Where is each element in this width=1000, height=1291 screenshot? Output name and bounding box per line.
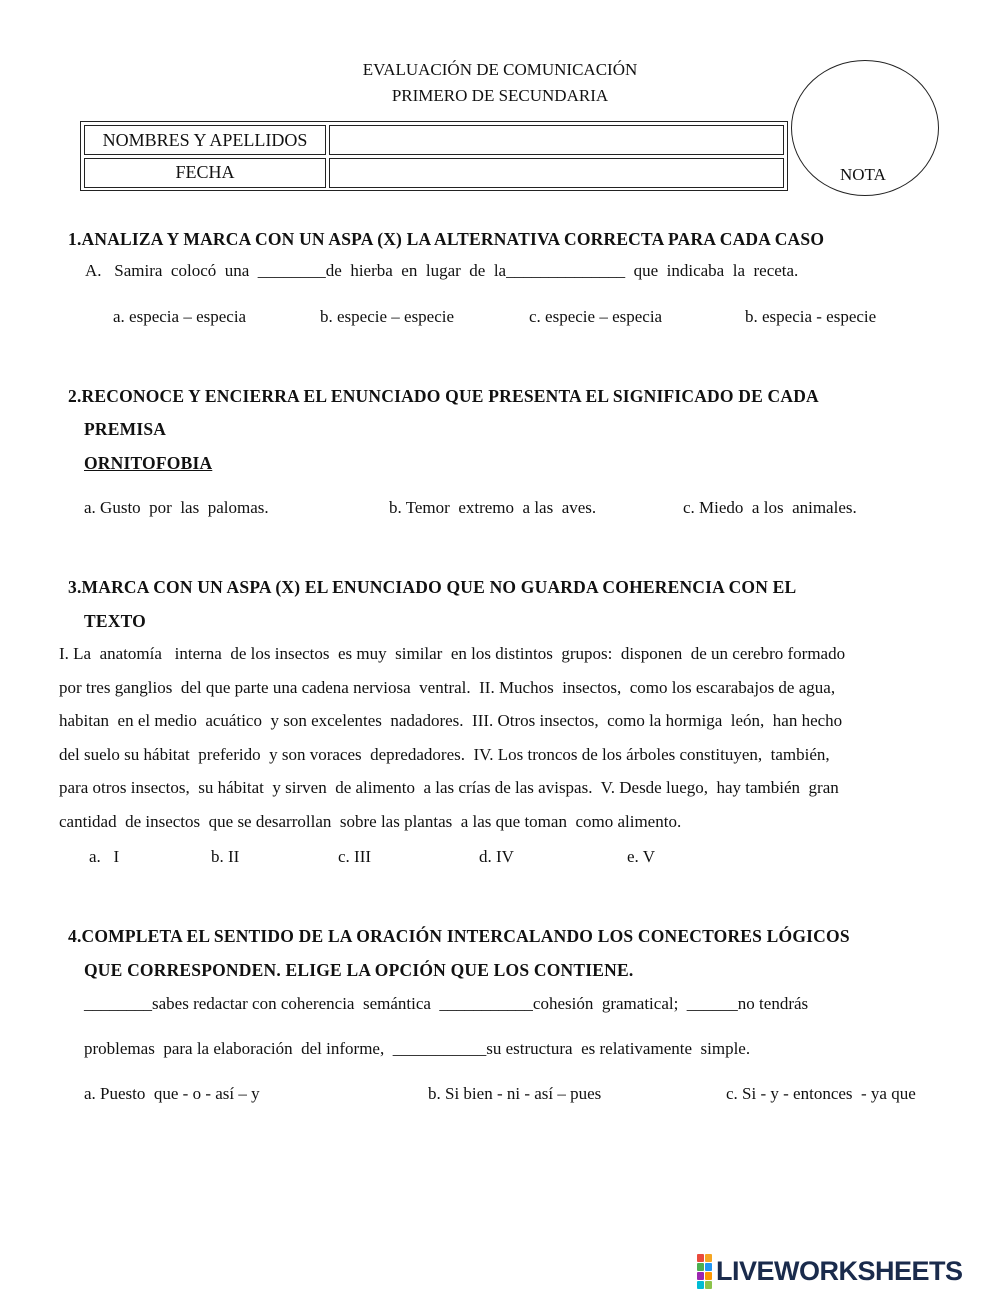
date-field[interactable] <box>329 158 784 188</box>
q3-heading: 3.MARCA CON UN ASPA (X) EL ENUNCIADO QUE NO GUARDA COHERENCIA CON EL <box>68 577 797 597</box>
q3-option-d[interactable]: d. IV <box>479 847 514 866</box>
q1-option-d[interactable]: b. especia - especie <box>745 307 877 326</box>
q4-option-b[interactable]: b. Si bien - ni - así – pues <box>428 1084 602 1103</box>
q3-option-c[interactable]: c. III <box>338 847 372 866</box>
q1-option-c[interactable]: c. especie – especia <box>529 307 663 326</box>
q1-option-a[interactable]: a. especia – especia <box>113 307 247 326</box>
logo-mark-tile <box>697 1281 704 1289</box>
q3-heading-cont: TEXTO <box>84 611 146 631</box>
q4-option-c[interactable]: c. Si - y - entonces - ya que <box>726 1084 916 1103</box>
logo-mark-icon <box>697 1254 712 1289</box>
q4-sentence-line2: problemas para la elaboración del informe, ___________su estructura es relativamente simple. <box>84 1039 751 1058</box>
logo-text: LIVEWORKSHEETS <box>716 1256 963 1286</box>
q3-passage-line: cantidad de insectos que se desarrollan sobre las plantas a las que toman como alimento. <box>59 811 682 831</box>
logo-mark-tile <box>705 1263 712 1271</box>
grade-label: NOTA <box>840 165 886 184</box>
q4-heading-cont: QUE CORRESPONDEN. ELIGE LA OPCIÓN QUE LOS CONTIENE. <box>84 960 634 980</box>
q3-option-e[interactable]: e. V <box>627 847 656 866</box>
q4-heading: 4.COMPLETA EL SENTIDO DE LA ORACIÓN INTERCALANDO LOS CONECTORES LÓGICOS <box>68 926 850 946</box>
logo-mark-tile <box>705 1254 712 1262</box>
q2-heading: 2.RECONOCE Y ENCIERRA EL ENUNCIADO QUE PRESENTA EL SIGNIFICADO DE CADA <box>68 386 819 406</box>
q3-passage-line: I. La anatomía interna de los insectos es muy similar en los distintos grupos: disponen de un cerebro formado <box>59 644 846 663</box>
logo-mark-tile <box>705 1281 712 1289</box>
q4-sentence-line1: ________sabes redactar con coherencia semántica ___________cohesión gramatical; ______no tendrás <box>84 994 809 1013</box>
q4-option-a[interactable]: a. Puesto que - o - así – y <box>84 1084 260 1103</box>
q3-passage <box>59 637 929 838</box>
logo-mark-tile <box>697 1263 704 1271</box>
student-info-table <box>80 121 788 191</box>
names-label: NOMBRES Y APELLIDOS <box>84 125 326 155</box>
logo-mark-tile <box>697 1272 704 1280</box>
date-label: FECHA <box>84 158 326 188</box>
q1-heading: 1.ANALIZA Y MARCA CON UN ASPA (X) LA ALTERNATIVA CORRECTA PARA CADA CASO <box>68 229 825 249</box>
q2-option-c[interactable]: c. Miedo a los animales. <box>683 498 857 517</box>
q3-option-a[interactable]: a. I <box>89 847 120 866</box>
logo-mark-tile <box>697 1254 704 1262</box>
q3-passage-line: habitan en el medio acuático y son excelentes nadadores. III. Otros insectos, como la hormiga león, han hecho <box>59 711 843 730</box>
q2-heading-cont: PREMISA <box>84 419 167 439</box>
document-subtitle: PRIMERO DE SECUNDARIA <box>391 86 609 105</box>
q1-item: A. Samira colocó una ________de hierba en lugar de la______________ que indicaba la receta. <box>85 261 799 280</box>
document-title: EVALUACIÓN DE COMUNICACIÓN <box>362 60 638 79</box>
q2-option-a[interactable]: a. Gusto por las palomas. <box>84 498 269 517</box>
names-field[interactable] <box>329 125 784 155</box>
q3-option-b[interactable]: b. II <box>211 847 240 866</box>
q1-option-b[interactable]: b. especie – especie <box>320 307 455 326</box>
logo-mark-tile <box>705 1272 712 1280</box>
q2-term: ORNITOFOBIA <box>84 453 213 473</box>
q3-passage-line: para otros insectos, su hábitat y sirven de alimento a las crías de las avispas. V. Desde luego, hay también gran <box>59 778 839 797</box>
q3-passage-line: por tres ganglios del que parte una cadena nerviosa ventral. II. Muchos insectos, como los escarabajos de agua, <box>59 677 836 697</box>
liveworksheets-logo <box>697 1254 963 1289</box>
q2-option-b[interactable]: b. Temor extremo a las aves. <box>389 498 597 517</box>
q3-passage-line: del suelo su hábitat preferido y son voraces depredadores. IV. Los troncos de los árboles constituyen, también, <box>59 744 830 764</box>
